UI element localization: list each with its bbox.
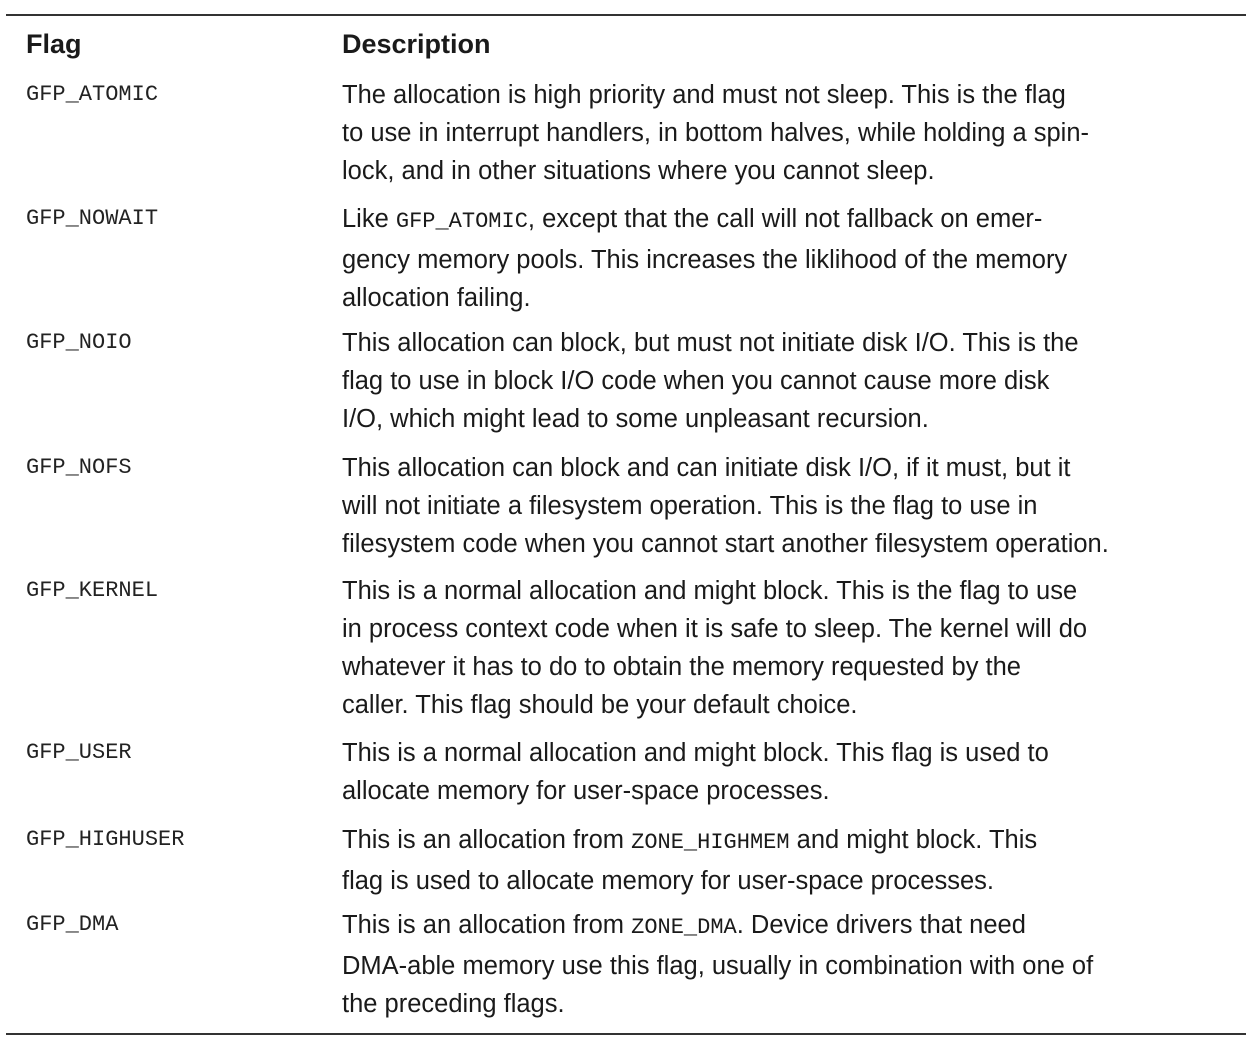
description-line: gency memory pools. This increases the liklihood of the memory <box>342 246 1068 274</box>
description-line: lock, and in other situations where you cannot sleep. <box>342 157 935 185</box>
description-line <box>342 821 1222 862</box>
description-line: This is a normal allocation and might block. This flag is used to <box>342 739 1049 767</box>
description-line: in process context code when it is safe to sleep. The kernel will do <box>342 615 1088 643</box>
description-line: flag is used to allocate memory for user-space processes. <box>342 867 994 895</box>
description-line <box>342 906 1222 947</box>
description-text: Like <box>342 205 396 233</box>
description-line: This is a normal allocation and might block. This is the flag to use <box>342 577 1078 605</box>
flag-name: GFP_ATOMIC <box>26 82 159 107</box>
flag-name: GFP_USER <box>26 740 132 765</box>
flag-description <box>342 734 1222 810</box>
flag-description <box>342 200 1222 317</box>
description-line: will not initiate a filesystem operation. This is the flag to use in <box>342 492 1038 520</box>
flag-description <box>342 572 1222 724</box>
description-text: , except that the call will not fallback on emer- <box>527 205 1043 233</box>
description-line: whatever it has to do to obtain the memory requested by the <box>342 653 1021 681</box>
description-text: This is an allocation from <box>342 826 632 854</box>
header-flag: Flag <box>26 29 82 59</box>
flag-description <box>342 76 1222 190</box>
inline-code: ZONE_DMA <box>631 915 737 940</box>
description-line: This allocation can block, but must not initiate disk I/O. This is the <box>342 329 1079 357</box>
description-line: allocate memory for user-space processes. <box>342 777 830 805</box>
description-text: This is an allocation from <box>342 911 632 939</box>
description-line: to use in interrupt handlers, in bottom halves, while holding a spin- <box>342 119 1090 147</box>
inline-code: ZONE_HIGHMEM <box>631 830 790 855</box>
flag-name: GFP_HIGHUSER <box>26 827 185 852</box>
flag-name: GFP_NOIO <box>26 330 132 355</box>
description-line: caller. This flag should be your default choice. <box>342 691 858 719</box>
flag-description <box>342 449 1222 563</box>
description-line: filesystem code when you cannot start another filesystem operation. <box>342 530 1109 558</box>
header-description: Description <box>342 29 491 59</box>
description-line: flag to use in block I/O code when you cannot cause more disk <box>342 367 1050 395</box>
flag-name: GFP_DMA <box>26 912 119 937</box>
flag-name: GFP_NOFS <box>26 455 132 480</box>
description-line: This allocation can block and can initiate disk I/O, if it must, but it <box>342 454 1071 482</box>
flag-description <box>342 821 1222 900</box>
flag-description <box>342 906 1222 1023</box>
inline-code: GFP_ATOMIC <box>395 209 528 234</box>
flag-description <box>342 324 1222 438</box>
description-line <box>342 200 1222 241</box>
description-line: DMA-able memory use this flag, usually in combination with one of <box>342 952 1094 980</box>
description-text: and might block. This <box>789 826 1038 854</box>
description-line: the preceding flags. <box>342 990 565 1018</box>
description-line: allocation failing. <box>342 284 531 312</box>
description-line: I/O, which might lead to some unpleasant recursion. <box>342 405 929 433</box>
description-text: . Device drivers that need <box>736 911 1026 939</box>
gfp-flags-table <box>6 14 1246 1035</box>
description-line: The allocation is high priority and must not sleep. This is the flag <box>342 81 1066 109</box>
flag-name: GFP_KERNEL <box>26 578 159 603</box>
flag-name: GFP_NOWAIT <box>26 206 159 231</box>
